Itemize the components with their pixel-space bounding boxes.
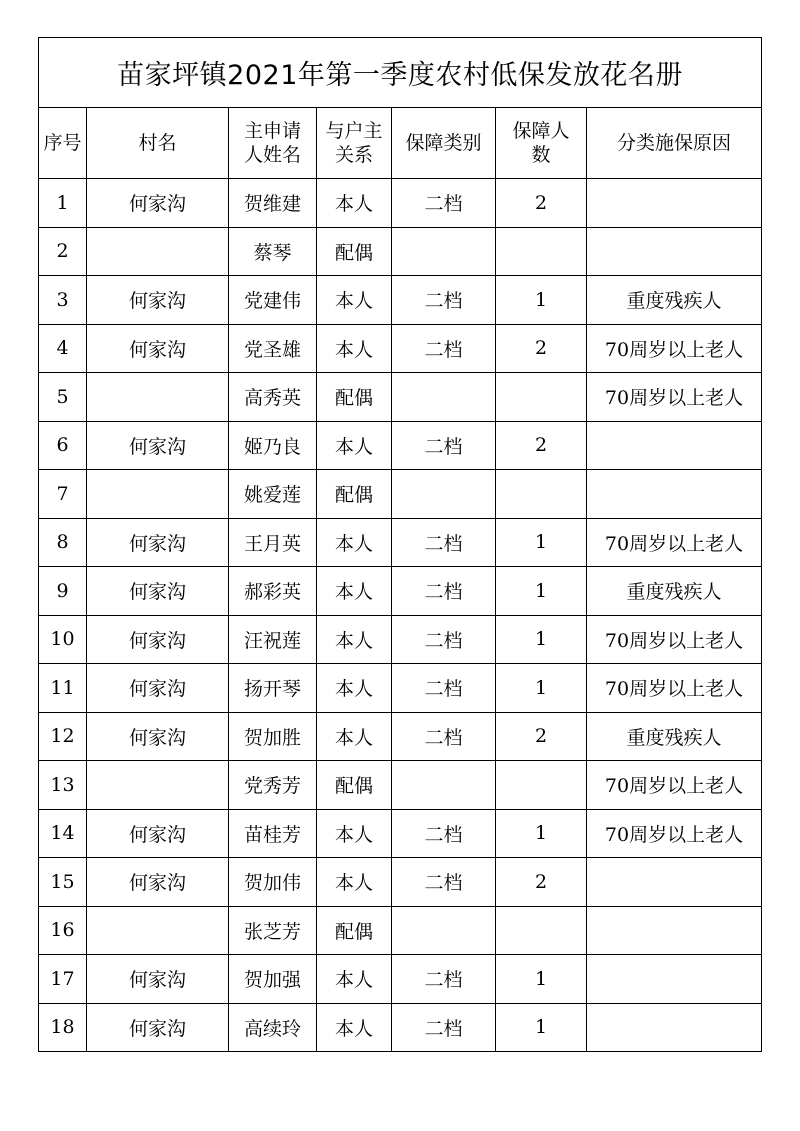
cell-seq: 8 (39, 518, 87, 567)
cell-village (87, 373, 229, 422)
cell-seq: 15 (39, 858, 87, 907)
cell-relation: 本人 (317, 421, 392, 470)
cell-relation: 本人 (317, 809, 392, 858)
cell-reason: 70周岁以上老人 (587, 809, 762, 858)
cell-category: 二档 (392, 518, 496, 567)
cell-relation: 配偶 (317, 227, 392, 276)
cell-reason: 重度残疾人 (587, 712, 762, 761)
cell-reason: 重度残疾人 (587, 567, 762, 616)
cell-seq: 17 (39, 955, 87, 1004)
column-header-village: 村名 (87, 108, 229, 179)
table-row (39, 809, 762, 858)
cell-village: 何家沟 (87, 1003, 229, 1052)
document-title: 苗家坪镇2021年第一季度农村低保发放花名册 (39, 38, 762, 108)
cell-category: 二档 (392, 567, 496, 616)
cell-seq: 6 (39, 421, 87, 470)
cell-count: 2 (496, 179, 587, 228)
column-header-relation: 与户主关系 (317, 108, 392, 179)
cell-applicant: 蔡琴 (229, 227, 317, 276)
table-row (39, 421, 762, 470)
cell-applicant: 高秀英 (229, 373, 317, 422)
table-row (39, 470, 762, 519)
column-header-count: 保障人数 (496, 108, 587, 179)
cell-reason (587, 179, 762, 228)
table-row (39, 373, 762, 422)
cell-category: 二档 (392, 421, 496, 470)
cell-reason: 70周岁以上老人 (587, 761, 762, 810)
cell-applicant: 高续玲 (229, 1003, 317, 1052)
cell-village (87, 906, 229, 955)
cell-seq: 18 (39, 1003, 87, 1052)
cell-seq: 3 (39, 276, 87, 325)
cell-count (496, 761, 587, 810)
table-row (39, 227, 762, 276)
cell-seq: 11 (39, 664, 87, 713)
cell-seq: 10 (39, 615, 87, 664)
cell-relation: 配偶 (317, 373, 392, 422)
cell-village: 何家沟 (87, 858, 229, 907)
cell-village: 何家沟 (87, 179, 229, 228)
cell-count (496, 470, 587, 519)
cell-applicant: 贺加伟 (229, 858, 317, 907)
cell-seq: 9 (39, 567, 87, 616)
cell-applicant: 贺加强 (229, 955, 317, 1004)
table-row (39, 955, 762, 1004)
cell-village: 何家沟 (87, 276, 229, 325)
cell-relation: 本人 (317, 615, 392, 664)
cell-count: 1 (496, 664, 587, 713)
cell-reason: 70周岁以上老人 (587, 373, 762, 422)
cell-reason (587, 421, 762, 470)
cell-applicant: 苗桂芳 (229, 809, 317, 858)
cell-applicant: 姚爱莲 (229, 470, 317, 519)
cell-relation: 本人 (317, 518, 392, 567)
cell-reason (587, 1003, 762, 1052)
cell-applicant: 扬开琴 (229, 664, 317, 713)
cell-applicant: 贺维建 (229, 179, 317, 228)
cell-village: 何家沟 (87, 615, 229, 664)
cell-village (87, 470, 229, 519)
cell-relation: 配偶 (317, 761, 392, 810)
cell-applicant: 王月英 (229, 518, 317, 567)
cell-seq: 12 (39, 712, 87, 761)
cell-seq: 4 (39, 324, 87, 373)
cell-category: 二档 (392, 809, 496, 858)
cell-applicant: 姬乃良 (229, 421, 317, 470)
cell-category: 二档 (392, 858, 496, 907)
cell-applicant: 党秀芳 (229, 761, 317, 810)
table-row (39, 179, 762, 228)
table-row (39, 518, 762, 567)
cell-village: 何家沟 (87, 324, 229, 373)
cell-relation: 配偶 (317, 906, 392, 955)
cell-seq: 5 (39, 373, 87, 422)
cell-reason (587, 227, 762, 276)
cell-reason: 重度残疾人 (587, 276, 762, 325)
table-row (39, 567, 762, 616)
cell-relation: 本人 (317, 324, 392, 373)
cell-category (392, 227, 496, 276)
cell-relation: 本人 (317, 276, 392, 325)
table-row (39, 906, 762, 955)
cell-reason (587, 906, 762, 955)
cell-category (392, 470, 496, 519)
cell-relation: 配偶 (317, 470, 392, 519)
table-body (39, 179, 762, 1052)
table-row (39, 1003, 762, 1052)
cell-count: 2 (496, 324, 587, 373)
cell-seq: 7 (39, 470, 87, 519)
cell-village: 何家沟 (87, 664, 229, 713)
cell-reason: 70周岁以上老人 (587, 324, 762, 373)
cell-relation: 本人 (317, 179, 392, 228)
cell-category (392, 373, 496, 422)
cell-count: 1 (496, 276, 587, 325)
cell-village: 何家沟 (87, 567, 229, 616)
cell-applicant: 党建伟 (229, 276, 317, 325)
cell-relation: 本人 (317, 567, 392, 616)
cell-reason (587, 470, 762, 519)
column-header-applicant: 主申请人姓名 (229, 108, 317, 179)
cell-village (87, 761, 229, 810)
cell-count: 2 (496, 858, 587, 907)
cell-count: 1 (496, 615, 587, 664)
cell-category (392, 906, 496, 955)
cell-reason (587, 955, 762, 1004)
cell-relation: 本人 (317, 664, 392, 713)
cell-applicant: 贺加胜 (229, 712, 317, 761)
cell-category: 二档 (392, 712, 496, 761)
cell-seq: 1 (39, 179, 87, 228)
cell-category: 二档 (392, 179, 496, 228)
cell-seq: 14 (39, 809, 87, 858)
cell-relation: 本人 (317, 1003, 392, 1052)
cell-village (87, 227, 229, 276)
column-header-seq: 序号 (39, 108, 87, 179)
cell-count (496, 227, 587, 276)
cell-applicant: 党圣雄 (229, 324, 317, 373)
cell-count: 1 (496, 518, 587, 567)
cell-relation: 本人 (317, 858, 392, 907)
cell-reason: 70周岁以上老人 (587, 518, 762, 567)
cell-seq: 13 (39, 761, 87, 810)
cell-applicant: 郝彩英 (229, 567, 317, 616)
cell-applicant: 汪祝莲 (229, 615, 317, 664)
cell-category: 二档 (392, 615, 496, 664)
table-row (39, 664, 762, 713)
cell-category: 二档 (392, 664, 496, 713)
cell-seq: 2 (39, 227, 87, 276)
cell-count: 1 (496, 1003, 587, 1052)
column-header-reason: 分类施保原因 (587, 108, 762, 179)
cell-count: 1 (496, 955, 587, 1004)
cell-reason (587, 858, 762, 907)
cell-count: 2 (496, 712, 587, 761)
table-row (39, 615, 762, 664)
cell-category: 二档 (392, 276, 496, 325)
cell-relation: 本人 (317, 955, 392, 1004)
cell-village: 何家沟 (87, 421, 229, 470)
cell-count: 1 (496, 809, 587, 858)
cell-village: 何家沟 (87, 518, 229, 567)
header-row (39, 108, 762, 179)
cell-category: 二档 (392, 955, 496, 1004)
column-header-category: 保障类别 (392, 108, 496, 179)
cell-seq: 16 (39, 906, 87, 955)
cell-relation: 本人 (317, 712, 392, 761)
cell-village: 何家沟 (87, 712, 229, 761)
cell-reason: 70周岁以上老人 (587, 615, 762, 664)
cell-count: 2 (496, 421, 587, 470)
cell-category: 二档 (392, 1003, 496, 1052)
table-row (39, 712, 762, 761)
cell-village: 何家沟 (87, 955, 229, 1004)
roster-table (38, 37, 762, 1052)
cell-category: 二档 (392, 324, 496, 373)
cell-count: 1 (496, 567, 587, 616)
cell-count (496, 906, 587, 955)
cell-village: 何家沟 (87, 809, 229, 858)
cell-reason: 70周岁以上老人 (587, 664, 762, 713)
table-row (39, 858, 762, 907)
table-row (39, 276, 762, 325)
cell-category (392, 761, 496, 810)
cell-applicant: 张芝芳 (229, 906, 317, 955)
cell-count (496, 373, 587, 422)
table-row (39, 761, 762, 810)
table-row (39, 324, 762, 373)
